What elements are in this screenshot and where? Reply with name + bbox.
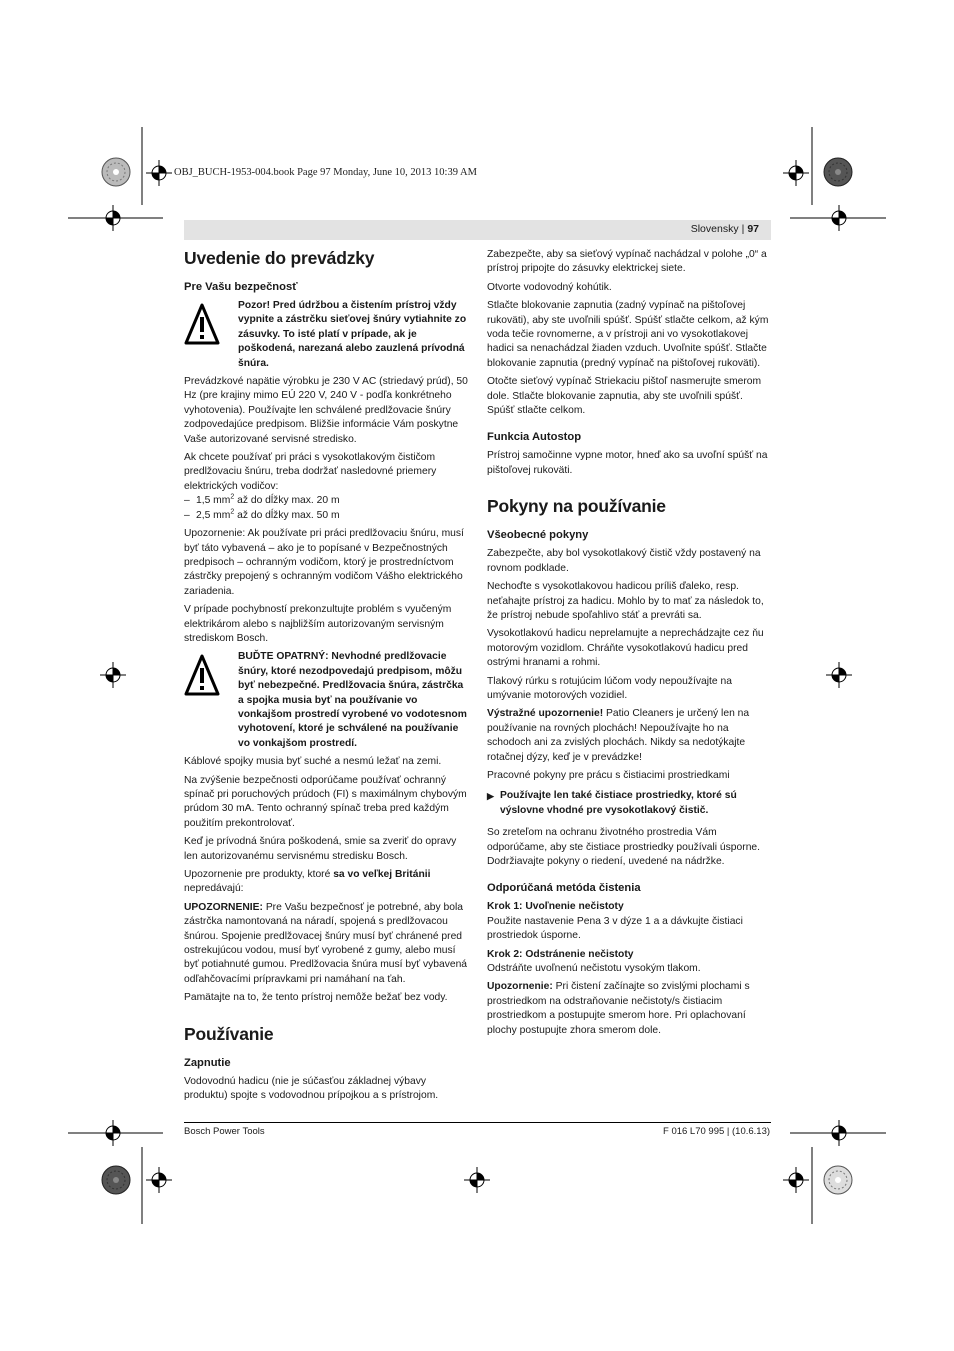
text-run: nepredávajú:: [184, 883, 244, 895]
registration-mark-icon: [146, 160, 172, 186]
paragraph: Zabezpečte, aby sa sieťový vypínač nachádzal v polohe „0“ a prístroj pripojte do zásuvky elektrickej siete.: [487, 249, 767, 275]
warning-text: Pozor! Pred údržbou a čistením prístroj vždy vypnite a zástrčku sieťovej šnúry vytiahnite zo zásuvky. To isté platí v prípade, ak je poškodená, narezaná alebo zauzlená prívodná šnúra.: [238, 300, 467, 369]
list-text: až do dĺžky max. 20 m: [234, 495, 340, 507]
superscript: 2: [230, 493, 235, 501]
paragraph: Vysokotlakovú hadicu neprelamujte a neprechádzajte cez ňu motorovým vozidlom. Chráňte vysokotlakovú hadicu pred ostrými hranami a rohmi.: [487, 628, 764, 669]
paragraph: Zabezpečte, aby bol vysokotlakový čistič vždy postavený na rovnom podklade.: [487, 548, 761, 574]
text-run: Upozornenie pre produkty, ktoré: [184, 869, 334, 881]
registration-mark-icon: [826, 662, 852, 688]
warning-block: [184, 299, 468, 371]
right-column: [487, 248, 771, 1042]
registration-mark-icon: [783, 1167, 809, 1193]
paragraph: Pracovné pokyny pre prácu s čistiacimi prostriedkami: [487, 769, 730, 781]
paragraph: Káblové spojky musia byť suché a nesmú ležať na zemi.: [184, 756, 442, 768]
color-wheel-icon: [823, 157, 853, 187]
warning-triangle-icon: [184, 650, 238, 701]
autostop-heading: Funkcia Autostop: [487, 431, 582, 444]
text-run: Pre Vašu bezpečnosť je potrebné, aby bola zástrčka namontovaná na náradí, spojená s predlžovacou šnúrou. Spojenie predlžovacej šnúry musí byť chránené pred ostrekujúcou vodou, musí byť vyrobené z gumy, alebo musí byť potiahnuté gumou. Predlžovacia šnúra musí byť vybavená odľahčovacími prípravkami pri namáhaní na ťah.: [184, 901, 468, 985]
book-header: OBJ_BUCH-1953-004.book Page 97 Monday, June 10, 2013 10:39 AM: [174, 167, 477, 178]
section-title-commissioning: Uvedenie do prevádzky: [184, 248, 375, 268]
text-run: Patio Cleaners je určený len na používanie na rovných plochách! Nepoužívajte ho na schodoch ani za zvislých plochách. Nikdy sa nedotýkajte rotačnej dýzy, keď je v prevádzke!: [487, 708, 750, 763]
list-text: 1,5 mm: [196, 495, 231, 507]
left-column: [184, 248, 468, 1108]
step-title: Krok 2: Odstránenie nečistoty: [487, 948, 634, 960]
paragraph: Tlakový rúrku s rotujúcim lúčom vody nepoužívajte na umývanie motorových vozidiel.: [487, 675, 732, 701]
paragraph: V prípade pochybností prekonzultujte problém s vyučeným elektrikárom alebo s najbližším autorizovaným servisným strediskom Bosch.: [184, 604, 452, 644]
registration-mark-icon: [100, 662, 126, 688]
list-text: 2,5 mm: [196, 509, 231, 521]
list-text: až do dĺžky max. 50 m: [234, 509, 340, 521]
page-header-bar: [184, 220, 771, 240]
warning-text: BUĎTE OPATRNÝ: Nevhodné predlžovacie šnúry, ktoré nezodpovedajú predpisom, môžu byť nebezpečné. Predlžovacia šnúra, zástrčka a spojka musia byť na používanie vo vonkajšom prostredí vyrobené vo vodotesnom vyhotovení, ktoré je schválené na používanie vo vonkajšom prostredí.: [238, 651, 467, 749]
safety-heading: Pre Vašu bezpečnosť: [184, 281, 298, 293]
paragraph: Upozornenie: Ak používate pri práci predlžovaciu šnúru, musí byť táto vybavená – ako je to popísané v Bezpečnostných predpisoch – ochranným vodičom, ktorý je prostredníctvom zástrčky prepojený s ochranným vodičom Vášho elektrického zariadenia.: [184, 528, 464, 597]
footer-rule: [184, 1122, 771, 1123]
paragraph: Otvorte vodovodný kohútik.: [487, 281, 612, 293]
section-title-instructions: Pokyny na používanie: [487, 496, 666, 517]
instruction-item: [487, 789, 771, 818]
color-wheel-icon: [101, 1165, 131, 1195]
text-run-bold: Upozornenie:: [487, 981, 553, 993]
registration-mark-icon: [100, 205, 126, 231]
list-dash: –: [184, 495, 190, 507]
paragraph: [487, 707, 771, 765]
general-heading: Všeobecné pokyny: [487, 529, 589, 542]
paragraph: Otočte sieťový vypínač Striekaciu pištoľ nasmerujte smerom dole. Stlačte blokovanie zapnutia, aby ste uvoľnili spúšť. Spúšť stlačte celkom.: [487, 376, 762, 417]
paragraph: Prístroj samočinne vypne motor, hneď ako sa uvoľní spúšť na pištoľovej rukoväti.: [487, 450, 768, 476]
paragraph: Odstráňte uvoľnenú nečistotu vysokým tlakom.: [487, 963, 701, 975]
registration-mark-icon: [826, 1120, 852, 1146]
language-label: Slovensky: [690, 223, 739, 235]
text-run-bold: Výstražné upozornenie!: [487, 708, 604, 720]
paragraph: Stlačte blokovanie zapnutia (zadný vypínač na pištoľovej rukoväti), aby ste uvoľnili spúšť. Spúšť stlačte celkom, až kým voda tečie rovnomerne, a v prístroji ani vo vysokotlakovej hadici sa nenachádzal žiaden vzduch. Uvoľnite spúšť. Stlačte blokovanie zapnutia (predný vypínač na pištoľovej rukoväti).: [487, 300, 769, 369]
color-wheel-icon: [823, 1165, 853, 1195]
step-title: Krok 1: Uvoľnenie nečistoty: [487, 901, 624, 913]
registration-mark-icon: [464, 1167, 490, 1193]
superscript: 2: [230, 508, 235, 516]
registration-mark-icon: [783, 160, 809, 186]
paragraph: [487, 980, 771, 1038]
paragraph: Na zvýšenie bezpečnosti odporúčame používať ochranný spínač pri poruchových prúdoch (FI) s maximálnym chybovým prúdom 30 mA. Tento ochranný spínač treba pred každým použitím prekontrolovať.: [184, 774, 467, 829]
list-item: [184, 509, 468, 523]
paragraph: [184, 868, 468, 897]
method-heading: Odporúčaná metóda čistenia: [487, 882, 641, 895]
page-number: 97: [747, 223, 759, 235]
paragraph: Pamätajte na to, že tento prístroj nemôže bežať bez vody.: [184, 992, 448, 1004]
text-run-bold: UPOZORNENIE:: [184, 901, 263, 913]
instruction-text: Používajte len také čistiace prostriedky, ktoré sú výslovne vhodné pre vysokotlakový čistič.: [500, 790, 737, 816]
color-wheel-icon: [101, 157, 131, 187]
registration-mark-icon: [100, 1120, 126, 1146]
page-header: [691, 223, 759, 235]
footer-doc-id: F 016 L70 995 | (10.6.13): [663, 1126, 771, 1137]
registration-mark-icon: [146, 1167, 172, 1193]
paragraph: Nechoďte s vysokotlakovou hadicou príliš ďaleko, resp. neťahajte prístroj za hadicu. Mohlo by to mať za následok to, že prístroj nebude spoľahlivo stáť a prevráti sa.: [487, 581, 764, 621]
warning-block: [184, 650, 468, 751]
warning-triangle-icon: [184, 299, 238, 350]
paragraph: Prevádzkové napätie výrobku je 230 V AC (striedavý prúd), 50 Hz (pre krajiny mimo EÚ 220 V, 240 V - podľa konkrétneho vyhotovenia). Používajte len schválené predlžovacie šnúry zodpovedajúce predpisom. Bližšie informácie Vám poskytne Vaše autorizované servisné stredisko.: [184, 376, 468, 445]
paragraph: Vodovodnú hadicu (nie je súčasťou základnej výbavy produktu) spojte s vodovodnou prípojkou a s prístrojom.: [184, 1075, 439, 1102]
paragraph: [184, 901, 468, 987]
registration-mark-icon: [826, 205, 852, 231]
text-run: Pri čistení začínajte so zvislými plochami s prostriedkom na odstraňovanie nečistoty/s čistiacim prostriedkom a postupujte smerom hore. Pri oplachovaní plochy postupujte zhora smerom dole.: [487, 981, 750, 1036]
paragraph: Použite nastavenie Pena 3 v dýze 1 a a dávkujte čistiaci prostriedok úsporne.: [487, 915, 743, 942]
paragraph: Ak chcete používať pri práci s vysokotlakovým čističom predlžovaciu šnúru, treba dodržať nasledovné priemery elektrických vodičov:: [184, 452, 437, 492]
header-separator: |: [741, 223, 745, 235]
list-item: [184, 494, 468, 508]
arrow-right-icon: ▶: [487, 791, 494, 802]
paragraph: Keď je prívodná šnúra poškodená, smie sa zveriť do opravy len autorizovanému servisnému stredisku Bosch.: [184, 836, 457, 862]
paragraph: So zreteľom na ochranu životného prostredia Vám odporúčame, aby ste čistiace prostriedky používali úsporne. Dodržiavajte pokyny o riedení, uvedené na nádržke.: [487, 827, 761, 867]
section-title-usage: Používanie: [184, 1023, 274, 1044]
text-run-bold: sa vo veľkej Británii: [333, 869, 431, 881]
list-dash: –: [184, 509, 190, 521]
switch-on-heading: Zapnutie: [184, 1056, 231, 1069]
footer-brand: Bosch Power Tools: [184, 1126, 265, 1137]
